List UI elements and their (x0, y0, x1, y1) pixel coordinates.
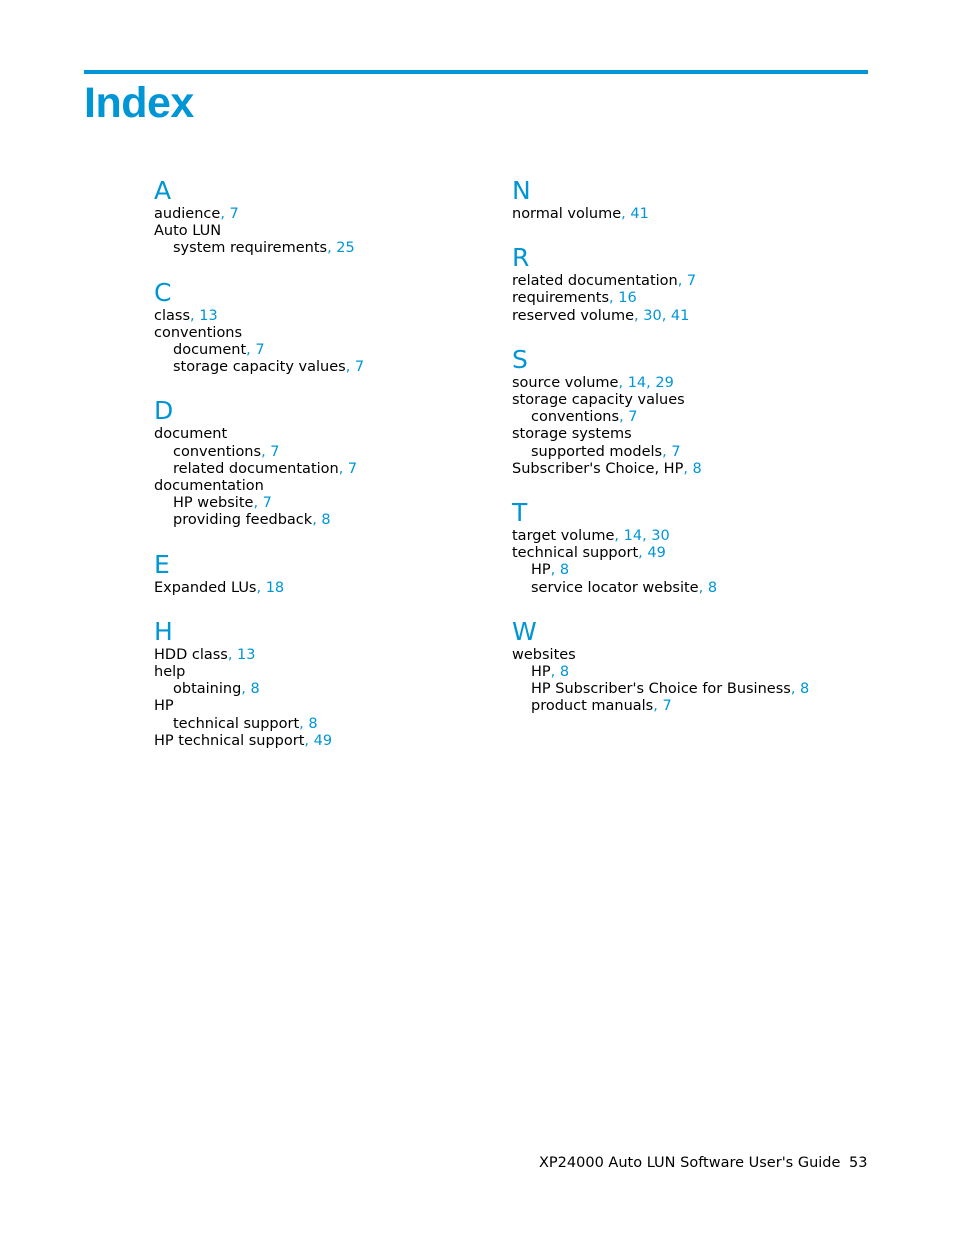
page-reference-link[interactable]: , 7 (619, 409, 638, 426)
page-reference-link[interactable]: , 7 (261, 443, 280, 460)
index-term: related documentation (512, 273, 678, 290)
index-term: document (173, 342, 247, 359)
index-entry (154, 308, 494, 325)
index-term: Auto LUN (154, 223, 222, 240)
index-letter-heading: T (512, 498, 528, 528)
index-entry (512, 206, 852, 223)
index-term: conventions (173, 443, 262, 460)
index-entry (512, 392, 852, 409)
index-term: reserved volume (512, 307, 635, 324)
index-subentry (512, 444, 852, 461)
index-entry (512, 308, 852, 325)
index-column-right (512, 176, 852, 736)
index-term: target volume (512, 528, 615, 545)
page-reference-link[interactable]: , 8 (790, 681, 810, 698)
page-reference-link[interactable]: , 30, 41 (634, 307, 690, 324)
footer-guide-title: XP24000 Auto LUN Software User's Guide (539, 1155, 841, 1171)
page-reference-link[interactable]: , 8 (241, 681, 260, 698)
index-term: HP Subscriber's Choice for Business (531, 681, 791, 698)
page-reference-link[interactable]: , 13 (227, 646, 256, 663)
index-subentry (154, 461, 494, 478)
index-term: providing feedback (173, 512, 313, 529)
page-reference-link[interactable]: , 49 (304, 732, 333, 749)
index-entry (154, 426, 494, 443)
index-entry (154, 698, 494, 715)
index-term: audience (154, 206, 221, 222)
index-term: storage capacity values (173, 359, 346, 376)
index-entry (154, 580, 494, 597)
index-term: document (154, 426, 228, 443)
index-section-r (512, 243, 852, 325)
footer-page-number: 53 (849, 1155, 868, 1171)
title-rule (84, 70, 868, 74)
index-letter-heading: S (512, 344, 528, 374)
page-reference-link[interactable]: , 8 (550, 562, 570, 579)
index-term: product manuals (531, 698, 654, 715)
index-section-n (512, 176, 852, 223)
index-letter-heading: D (154, 396, 174, 426)
index-entry (512, 426, 852, 443)
index-term: storage capacity values (512, 392, 685, 409)
index-term: requirements (512, 290, 610, 307)
index-entry (512, 461, 852, 478)
index-entry (154, 664, 494, 681)
index-subentry (154, 716, 494, 733)
index-section-c (154, 278, 494, 377)
index-section-s (512, 345, 852, 478)
page-reference-link[interactable]: , 8 (312, 512, 331, 529)
index-section-h (154, 617, 494, 750)
page-reference-link[interactable]: , 7 (677, 273, 697, 290)
index-entry (512, 545, 852, 562)
index-term: technical support (512, 545, 639, 562)
index-subentry (512, 409, 852, 426)
index-term: HP (154, 698, 174, 715)
index-term: websites (512, 646, 576, 663)
index-entry (154, 647, 494, 664)
index-term: supported models (531, 443, 663, 460)
index-subentry (512, 580, 852, 597)
index-section-d (154, 396, 494, 529)
page-reference-link[interactable]: , 7 (338, 460, 358, 477)
index-term: HP technical support (154, 732, 305, 749)
page-title: Index (84, 79, 194, 127)
index-section-w (512, 617, 852, 716)
index-subentry (154, 495, 494, 512)
page-reference-link[interactable]: , 7 (246, 342, 265, 359)
page-reference-link[interactable]: , 14, 29 (618, 374, 674, 391)
index-term: documentation (154, 478, 264, 495)
index-term: related documentation (173, 460, 339, 477)
index-entry (154, 733, 494, 750)
index-subentry (154, 681, 494, 698)
index-subentry (154, 512, 494, 529)
index-entry (154, 325, 494, 342)
index-subentry (154, 359, 494, 376)
index-entry (512, 528, 852, 545)
index-term: system requirements (173, 240, 328, 257)
index-term: HP (531, 664, 551, 681)
index-term: storage systems (512, 426, 632, 443)
index-subentry (512, 698, 852, 715)
page-reference-link[interactable]: , 7 (253, 495, 272, 512)
index-letter-heading: H (154, 616, 173, 646)
index-entry (512, 647, 852, 664)
index-entry (154, 478, 494, 495)
index-term: normal volume (512, 206, 622, 222)
index-letter-heading: R (512, 243, 530, 273)
index-section-t (512, 498, 852, 597)
index-subentry (512, 664, 852, 681)
index-term: technical support (173, 715, 300, 732)
page-reference-link[interactable]: , 18 (256, 579, 285, 596)
index-letter-heading: C (154, 277, 172, 307)
page-reference-link[interactable]: , 8 (683, 460, 702, 477)
page-reference-link[interactable]: , 7 (220, 206, 239, 222)
index-term: help (154, 664, 186, 681)
index-column-left (154, 176, 494, 770)
index-term: conventions (531, 409, 620, 426)
page-reference-link[interactable]: , 14, 30 (614, 528, 670, 545)
index-letter-heading: W (512, 616, 537, 646)
index-subentry (512, 681, 852, 698)
page-reference-link[interactable]: , 7 (662, 443, 681, 460)
page-reference-link[interactable]: , 8 (550, 664, 570, 681)
page-reference-link[interactable]: , 7 (345, 359, 365, 376)
index-term: obtaining (173, 681, 242, 698)
index-term: class (154, 307, 190, 324)
index-letter-heading: E (154, 549, 170, 579)
index-term: source volume (512, 374, 619, 391)
index-term: HP (531, 562, 551, 579)
page-reference-link[interactable]: , 16 (609, 290, 637, 307)
index-section-a (154, 176, 494, 258)
page-reference-link[interactable]: , 13 (190, 307, 218, 324)
index-section-e (154, 550, 494, 597)
index-entry (154, 206, 494, 223)
index-entry (512, 273, 852, 290)
index-entry (512, 290, 852, 307)
index-term: Expanded LUs (154, 579, 257, 596)
index-subentry (154, 240, 494, 257)
index-entry (154, 223, 494, 240)
index-subentry (154, 444, 494, 461)
index-term: HP website (173, 495, 254, 512)
index-term: conventions (154, 324, 243, 341)
page-reference-link[interactable]: , 41 (621, 206, 649, 222)
index-term: service locator website (531, 579, 699, 596)
index-term: HDD class (154, 646, 228, 663)
page-reference-link[interactable]: , 8 (299, 715, 318, 732)
index-entry (512, 375, 852, 392)
index-letter-heading: A (154, 176, 172, 205)
page-reference-link[interactable]: , 7 (653, 698, 672, 715)
index-subentry (154, 342, 494, 359)
page-reference-link[interactable]: , 8 (698, 579, 718, 596)
index-subentry (512, 562, 852, 579)
page-reference-link[interactable]: , 49 (638, 545, 666, 562)
index-letter-heading: N (512, 176, 531, 205)
index-term: Subscriber's Choice, HP (512, 460, 684, 477)
page-reference-link[interactable]: , 25 (327, 240, 355, 257)
